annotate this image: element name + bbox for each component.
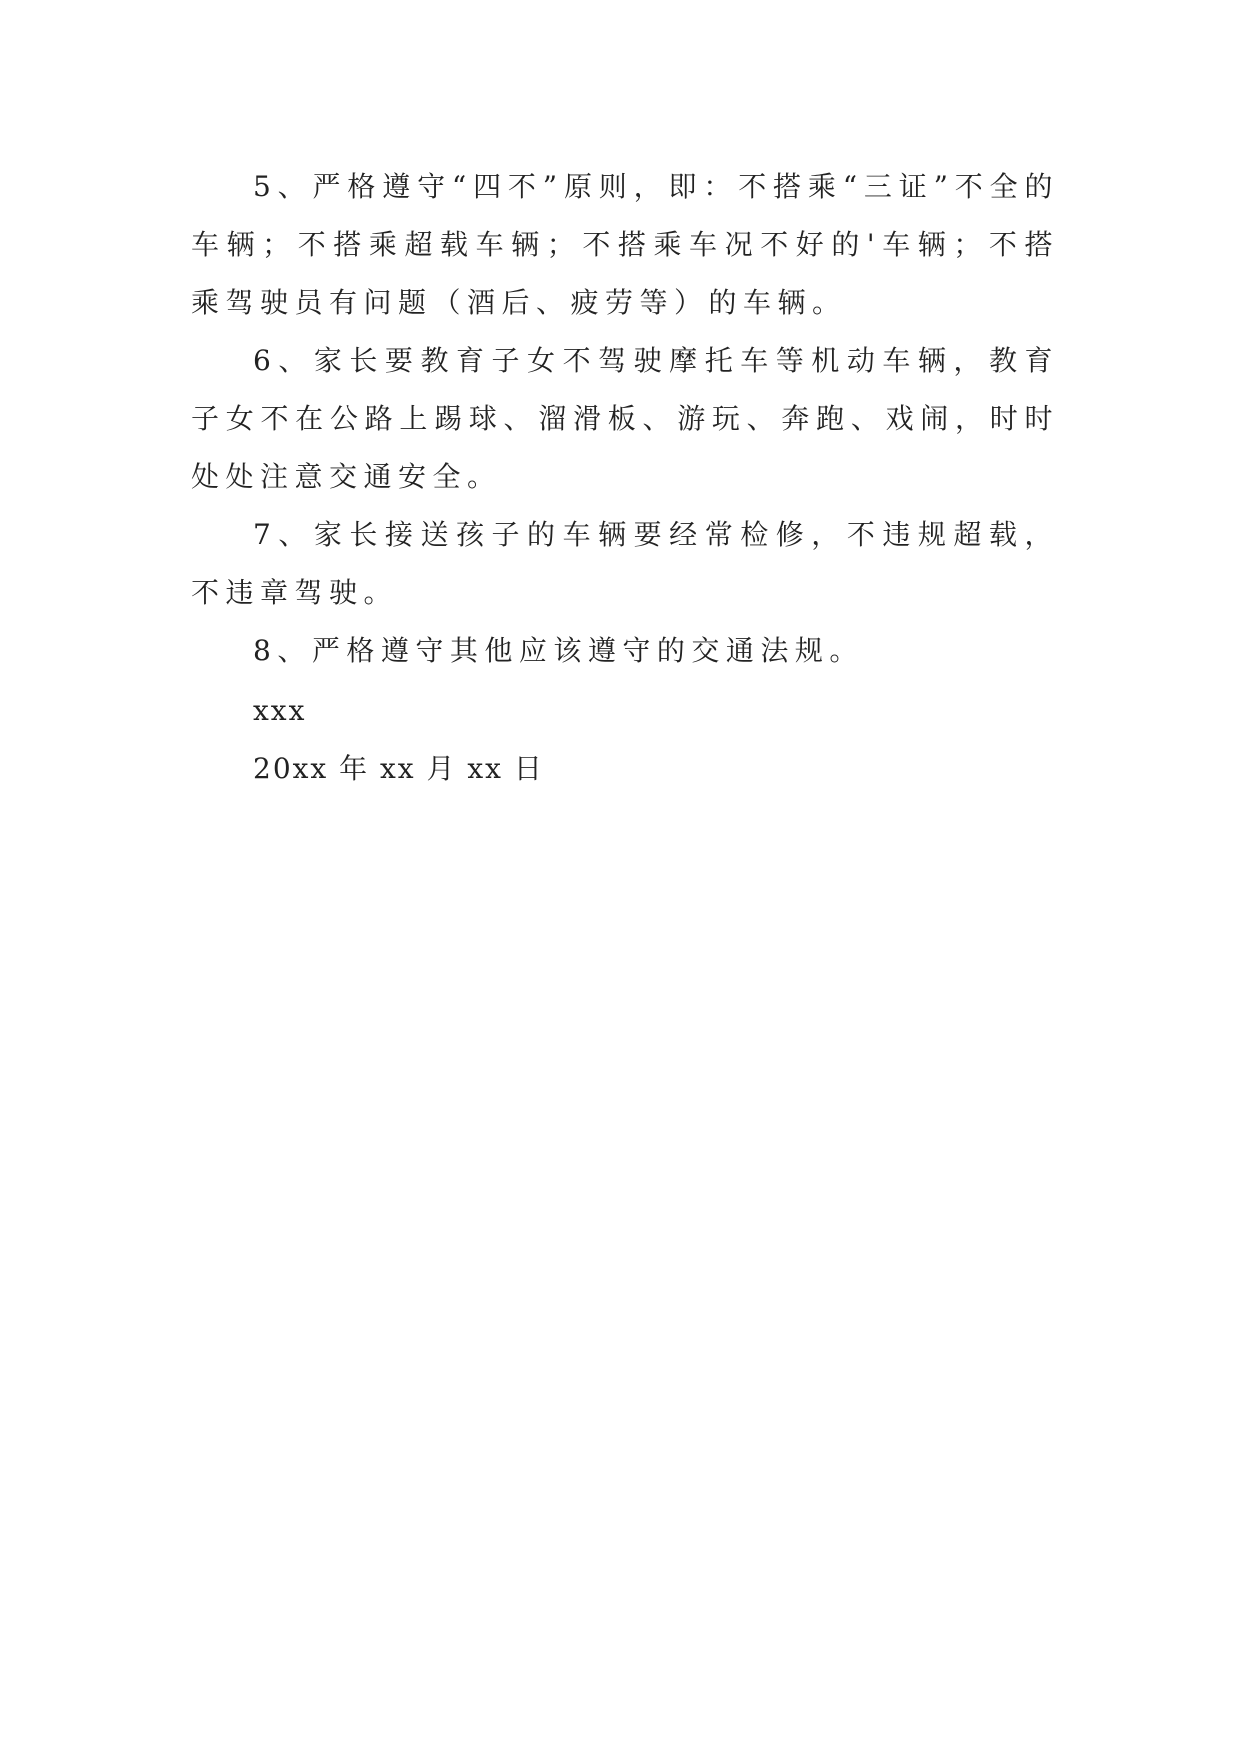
paragraph-rule-5: 5、严格遵守“四不”原则，即：不搭乘“三证”不全的车辆；不搭乘超载车辆；不搭乘车况不好的'车辆；不搭乘驾驶员有问题（酒后、疲劳等）的车辆。 <box>191 170 1059 319</box>
paragraph-rule-8: 8、严格遵守其他应该遵守的交通法规。 <box>253 634 864 667</box>
signature-name: xxx <box>253 694 307 727</box>
paragraph-rule-6: 6、家长要教育子女不驾驶摩托车等机动车辆，教育子女不在公路上踢球、溜滑板、游玩、奔跑、戏闹，时时处处注意交通安全。 <box>191 344 1059 493</box>
signature-date: 20xx 年 xx 月 xx 日 <box>253 752 544 785</box>
paragraph-rule-7: 7、家长接送孩子的车辆要经常检修，不违规超载，不违章驾驶。 <box>191 518 1059 609</box>
document-body <box>191 158 1059 798</box>
